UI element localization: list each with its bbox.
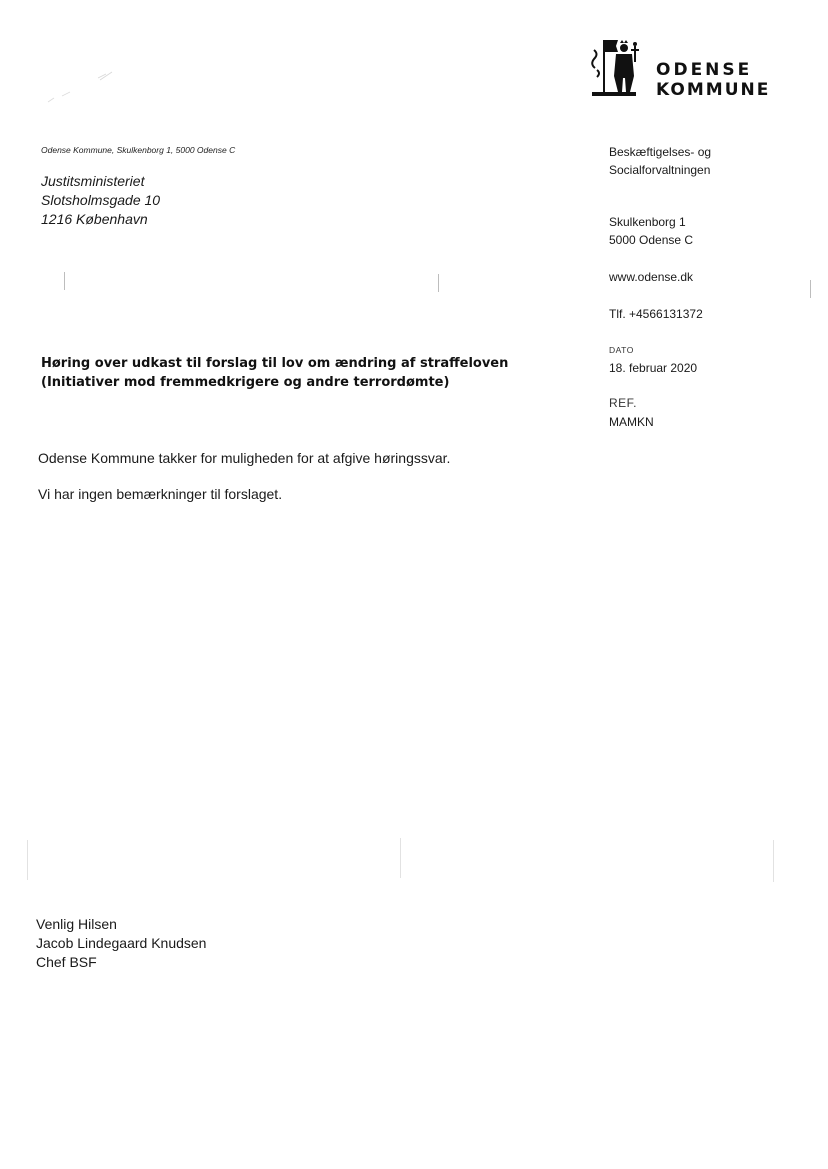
- recipient-address: [41, 172, 160, 229]
- fold-mark: [438, 274, 439, 292]
- fold-mark: [400, 838, 401, 878]
- recipient-street: Slotsholmsgade 10: [41, 192, 161, 208]
- signer-title: Chef BSF: [36, 954, 97, 970]
- department-line1: Beskæftigelses- og: [609, 145, 712, 159]
- odense-coat-of-arms-icon: [590, 34, 646, 98]
- address-line2: 5000 Odense C: [609, 233, 694, 247]
- signer-name: Jacob Lindegaard Knudsen: [36, 935, 207, 951]
- logo-text-odense: ODENSE: [656, 60, 753, 80]
- closing-signature: [36, 915, 206, 972]
- fold-mark: [27, 840, 28, 880]
- letter-subject: Høring over udkast til forslag til lov om ændring af straffeloven (Initiativer mod fremmedkrigere og andre terrordømte): [41, 356, 509, 390]
- closing-greeting: Venlig Hilsen: [36, 916, 117, 932]
- sender-address-line: Odense Kommune, Skulkenborg 1, 5000 Odense C: [41, 145, 236, 155]
- fold-mark: [773, 840, 774, 882]
- odense-kommune-logo: [590, 34, 790, 100]
- department: [609, 143, 711, 179]
- website: www.odense.dk: [609, 270, 694, 284]
- ref-value: MAMKN: [609, 415, 654, 429]
- department-line2: Socialforvaltningen: [609, 163, 711, 177]
- recipient-city: 1216 København: [41, 211, 148, 227]
- fold-mark: [64, 272, 65, 290]
- body-paragraph-1: Odense Kommune takker for muligheden for at afgive høringssvar.: [38, 450, 451, 466]
- address-line1: Skulkenborg 1: [609, 215, 686, 229]
- date-value: 18. februar 2020: [609, 361, 698, 375]
- phone-number: Tlf. +4566131372: [609, 307, 703, 321]
- date-label: DATO: [609, 345, 634, 355]
- recipient-name: Justitsministeriet: [41, 173, 145, 189]
- fold-mark: [810, 280, 811, 298]
- ref-label: REF.: [609, 396, 638, 410]
- body-paragraph-2: Vi har ingen bemærkninger til forslaget.: [38, 486, 283, 502]
- sender-address: [609, 213, 693, 249]
- scan-scribble: [40, 66, 120, 108]
- logo-text-kommune: KOMMUNE: [656, 80, 771, 100]
